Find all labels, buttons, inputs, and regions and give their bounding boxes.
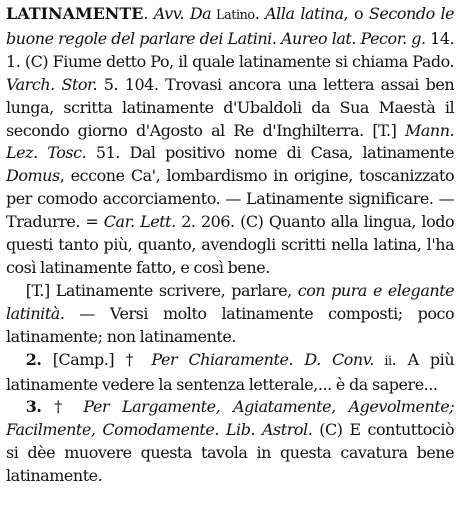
headword: LATINAMENTE xyxy=(6,4,144,23)
italic-text: Domus xyxy=(6,166,60,186)
dictionary-entry xyxy=(6,3,461,488)
entry-text: . xyxy=(143,4,154,23)
entry-text: . A più latinamente vedere la sentenza letterale,... è da sapere... xyxy=(6,349,455,394)
italic-text: Alla latina xyxy=(265,4,344,23)
sense-number: 3. xyxy=(25,397,42,417)
entry-text: [Camp.] † xyxy=(41,349,152,369)
italic-text: Per Chiaramente. D. Conv. xyxy=(151,349,375,369)
entry-subsense xyxy=(6,280,454,349)
entry-text: , o xyxy=(343,4,369,23)
entry-text: . xyxy=(254,4,266,23)
entry-text: 2. 206. (C) Quanto alla lingua, lodo questi tanto più, quanto, avendogli scritti nella latina, l'ha così latinamente fatto, e così bene. xyxy=(6,212,455,277)
entry-text: . — Versi molto latinamente composti; poco latinamente; non latinamente. xyxy=(6,303,455,346)
italic-text: Varch. Stor. xyxy=(6,74,98,94)
small-caps-text: ii xyxy=(374,353,392,369)
entry-text: 51. Dal positivo nome di Casa, latinamente xyxy=(86,143,455,163)
italic-text: Per Largamente, Agiatamente, Agevolmente; Facilmente, Comodamente. Lib. Astrol. xyxy=(6,397,455,440)
italic-text: Car. Lett. xyxy=(103,212,176,232)
entry-text: 5. 104. Trovasi ancora una lettera assai ben lunga, scritta latinamente d'Ubaldoli da Sua Maestà il secondo giorno d'Agosto al Re d'Inghilterra. [T.] xyxy=(6,74,455,140)
entry-text: 14. 1. (C) Fiume detto Po, il quale latinamente si chiama Pado. xyxy=(6,28,455,71)
italic-text: con pura e elegante latinità xyxy=(6,280,455,323)
entry-definition xyxy=(6,3,454,280)
entry-sense-3 xyxy=(6,396,454,488)
entry-text: † xyxy=(41,397,84,417)
italic-text: Secondo le buone regole del parlare dei Latini. Aureo lat. Pecor. g. xyxy=(6,4,455,48)
entry-sense-2 xyxy=(6,349,454,397)
entry-text: (C) E contuttociò si dèe muovere questa tavola in questa cavatura bene latinamente. xyxy=(6,420,455,486)
entry-text: [T.] Latinamente scrivere, parlare, xyxy=(25,280,298,300)
entry-text: , eccone Ca', lombardismo in origine, toscanizzato per comodo accorciamento. — Latinamente significare. — Tradurre. = xyxy=(6,166,455,232)
sense-number: 2. xyxy=(25,349,42,369)
italic-text: Mann. Lez. Tosc. xyxy=(6,120,455,163)
italic-text: Avv. Da xyxy=(153,4,212,23)
small-caps-text: Latino xyxy=(211,8,255,23)
